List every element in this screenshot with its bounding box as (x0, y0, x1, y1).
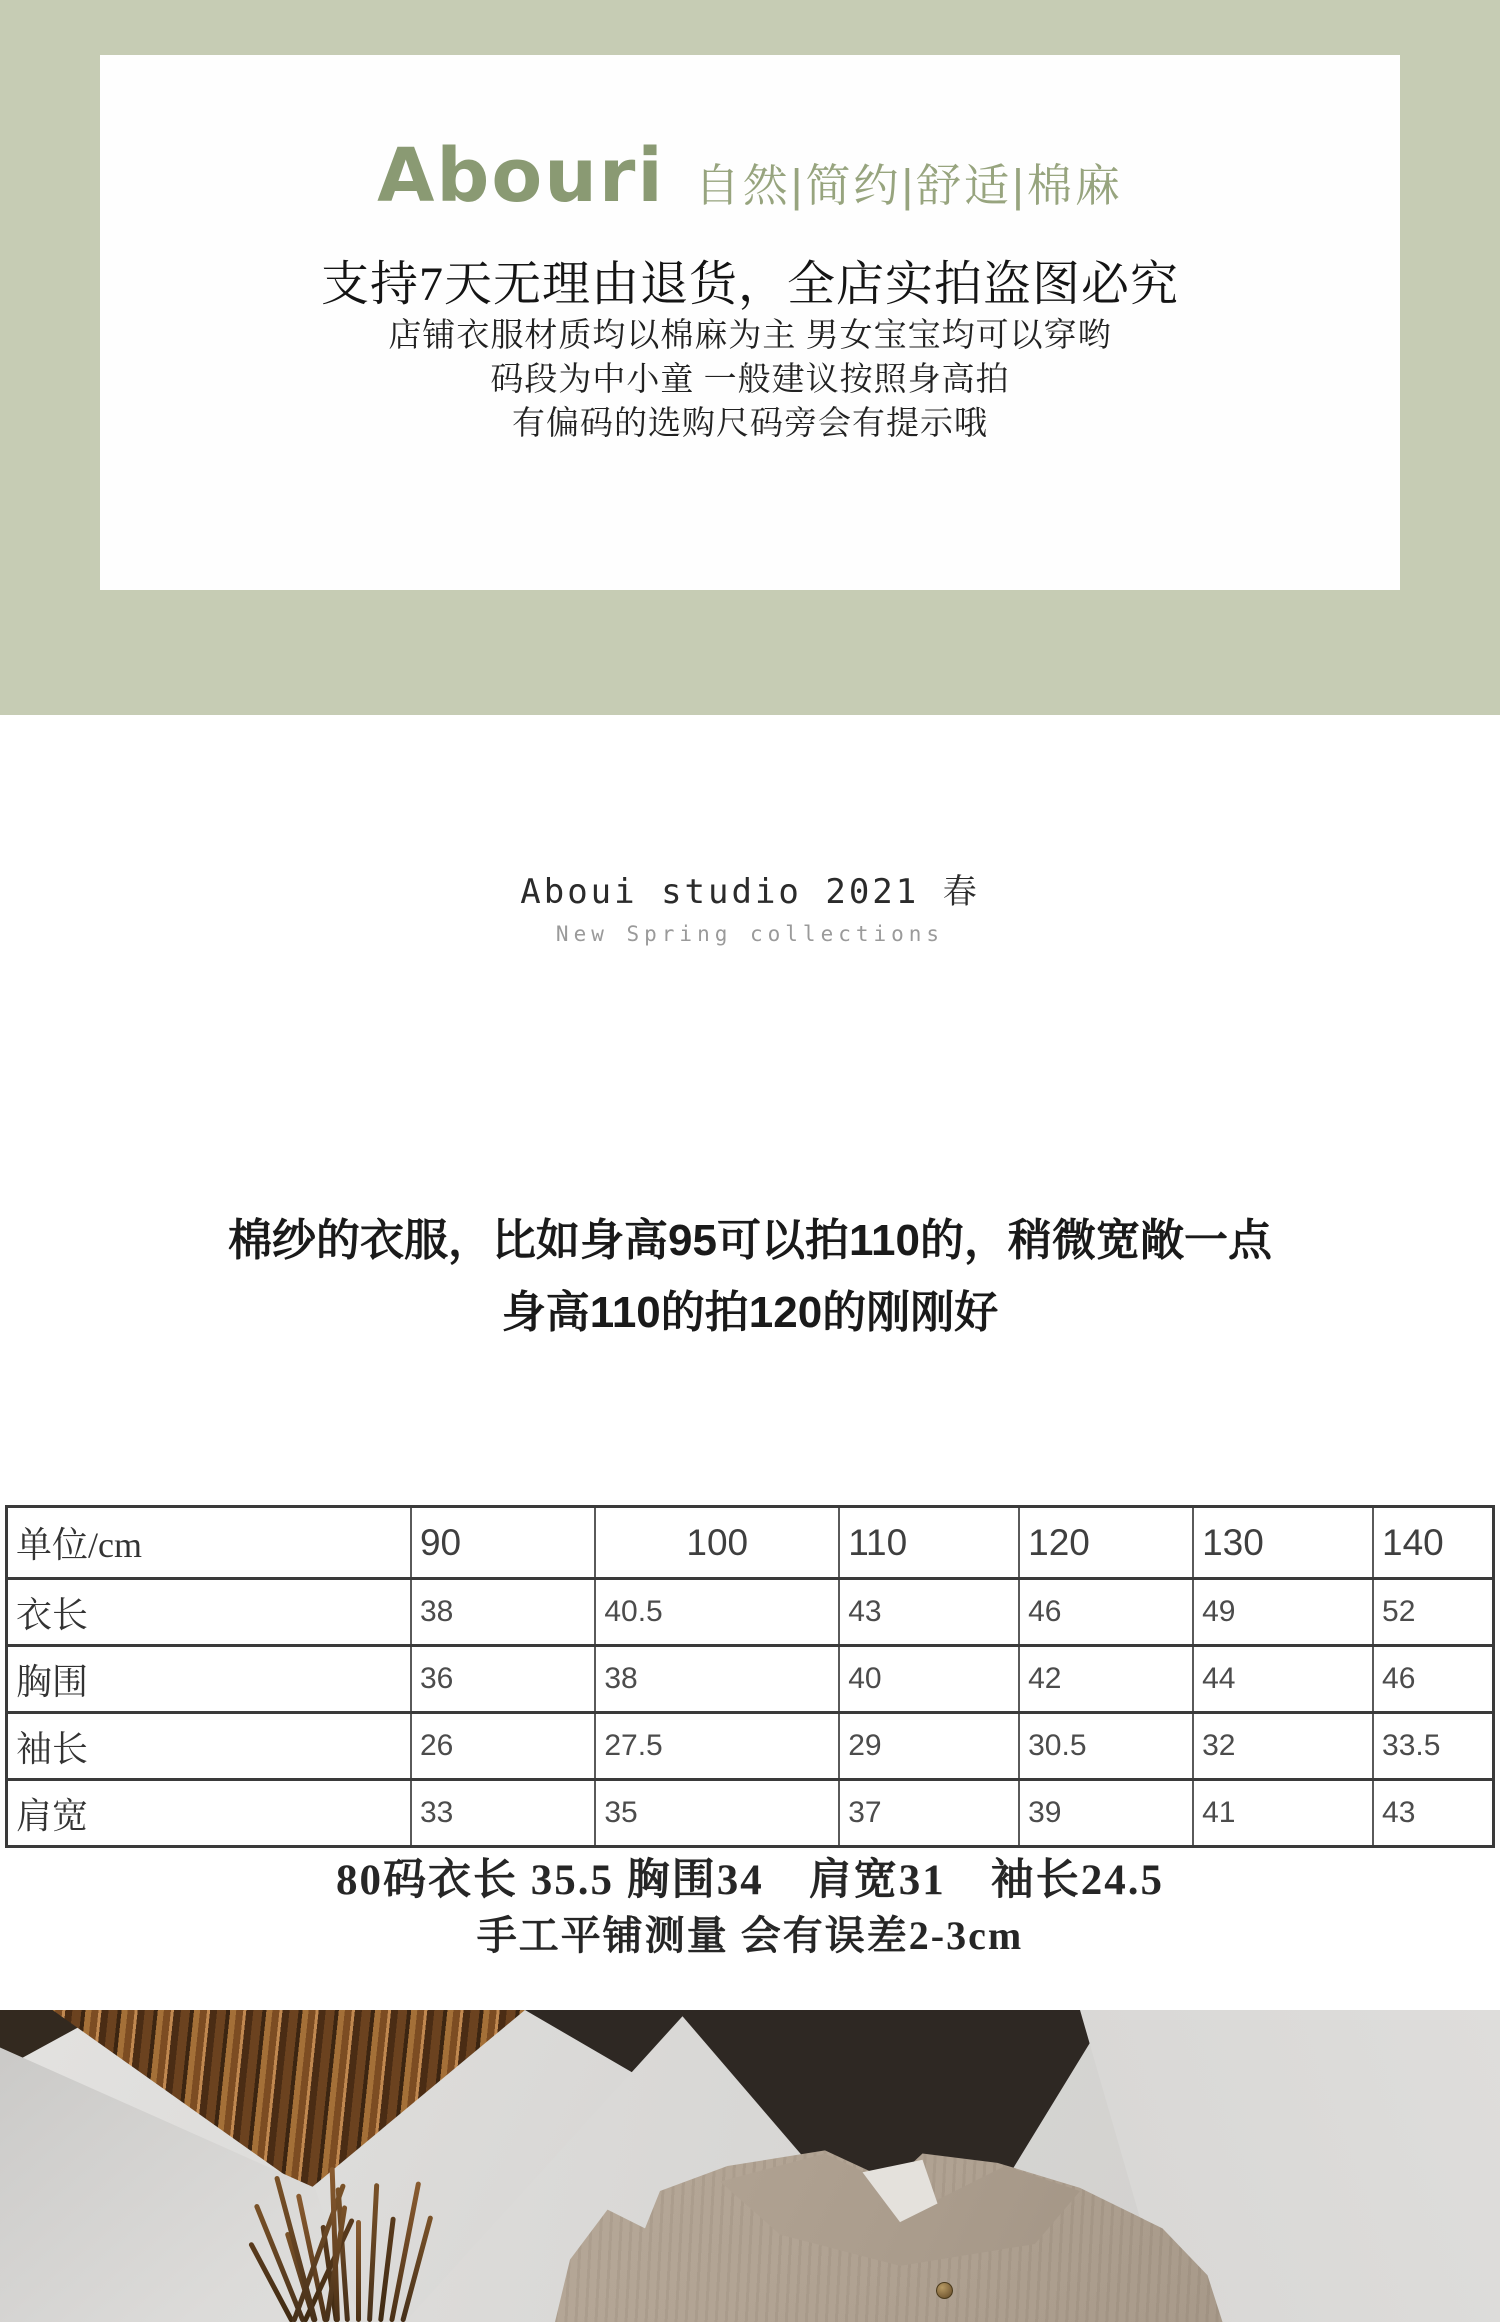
twig (356, 2220, 361, 2322)
studio-subtitle: New Spring collections (555, 922, 945, 946)
col-header-120: 120 (1019, 1507, 1193, 1579)
cell-value: 33 (411, 1780, 595, 1847)
cell-value: 40.5 (595, 1579, 839, 1646)
cell-value: 42 (1019, 1646, 1193, 1713)
cell-value: 36 (411, 1646, 595, 1713)
measurement-tolerance-note: 手工平铺测量 会有误差2-3cm (476, 1913, 1024, 1958)
cell-value: 40 (839, 1646, 1019, 1713)
cell-value: 30.5 (1019, 1713, 1193, 1780)
twig (367, 2183, 379, 2322)
logo-row (100, 127, 1400, 225)
col-header-unit: 单位/cm (7, 1507, 411, 1579)
table-header-row (7, 1507, 1494, 1579)
studio-caption (0, 870, 1500, 946)
table-row-chest (7, 1646, 1494, 1713)
col-header-110: 110 (839, 1507, 1019, 1579)
cell-value: 33.5 (1373, 1713, 1493, 1780)
table-row-sleeve-length (7, 1713, 1494, 1780)
cell-value: 27.5 (595, 1713, 839, 1780)
cell-value: 44 (1193, 1646, 1373, 1713)
cell-value: 35 (595, 1780, 839, 1847)
notice-line-3: 有偏码的选购尺码旁会有提示哦 (512, 406, 988, 442)
size-80-measurements: 80码衣长 35.5 胸围34 肩宽31 袖长24.5 (336, 1857, 1164, 1904)
sizing-advice-line-2: 身高110的拍120的刚刚好 (501, 1288, 999, 1337)
product-photo (0, 2010, 1500, 2322)
cell-value: 41 (1193, 1780, 1373, 1847)
sizing-advice (0, 1205, 1500, 1349)
cell-value: 32 (1193, 1713, 1373, 1780)
notice-line-2: 码段为中小童 一般建议按照身高拍 (490, 362, 1010, 398)
return-policy-headline: 支持7天无理由退货，全店实拍盗图必究 (320, 258, 1179, 311)
row-label: 胸围 (7, 1646, 411, 1713)
cell-value: 26 (411, 1713, 595, 1780)
col-header-130: 130 (1193, 1507, 1373, 1579)
brand-logo: Abouri (377, 133, 665, 219)
size-chart-table (5, 1505, 1495, 1848)
cell-value: 46 (1373, 1646, 1493, 1713)
cell-value: 46 (1019, 1579, 1193, 1646)
row-label: 袖长 (7, 1713, 411, 1780)
cell-value: 43 (839, 1579, 1019, 1646)
twigs-bundle (250, 2160, 450, 2322)
cell-value: 38 (411, 1579, 595, 1646)
cell-value: 29 (839, 1713, 1019, 1780)
col-header-100: 100 (595, 1507, 839, 1579)
size-footnote (0, 1852, 1500, 1962)
row-label: 肩宽 (7, 1780, 411, 1847)
brand-tagline: 自然|简约|舒适|棉麻 (694, 159, 1123, 211)
sizing-advice-line-1: 棉纱的衣服，比如身高95可以拍110的，稍微宽敞一点 (228, 1216, 1272, 1265)
hero-banner (0, 0, 1500, 715)
cell-value: 37 (839, 1780, 1019, 1847)
cell-value: 52 (1373, 1579, 1493, 1646)
cell-value: 38 (595, 1646, 839, 1713)
col-header-90: 90 (411, 1507, 595, 1579)
table-row-garment-length (7, 1579, 1494, 1646)
col-header-140: 140 (1373, 1507, 1493, 1579)
cell-value: 43 (1373, 1780, 1493, 1847)
row-label: 衣长 (7, 1579, 411, 1646)
table-row-shoulder-width (7, 1780, 1494, 1847)
shirt-button (936, 2282, 953, 2299)
twig (400, 2215, 433, 2322)
store-notice-card (100, 55, 1400, 590)
cell-value: 49 (1193, 1579, 1373, 1646)
notice-line-1: 店铺衣服材质均以棉麻为主 男女宝宝均可以穿哟 (388, 318, 1112, 354)
cell-value: 39 (1019, 1780, 1193, 1847)
studio-title: Aboui studio 2021 春 (520, 872, 980, 912)
